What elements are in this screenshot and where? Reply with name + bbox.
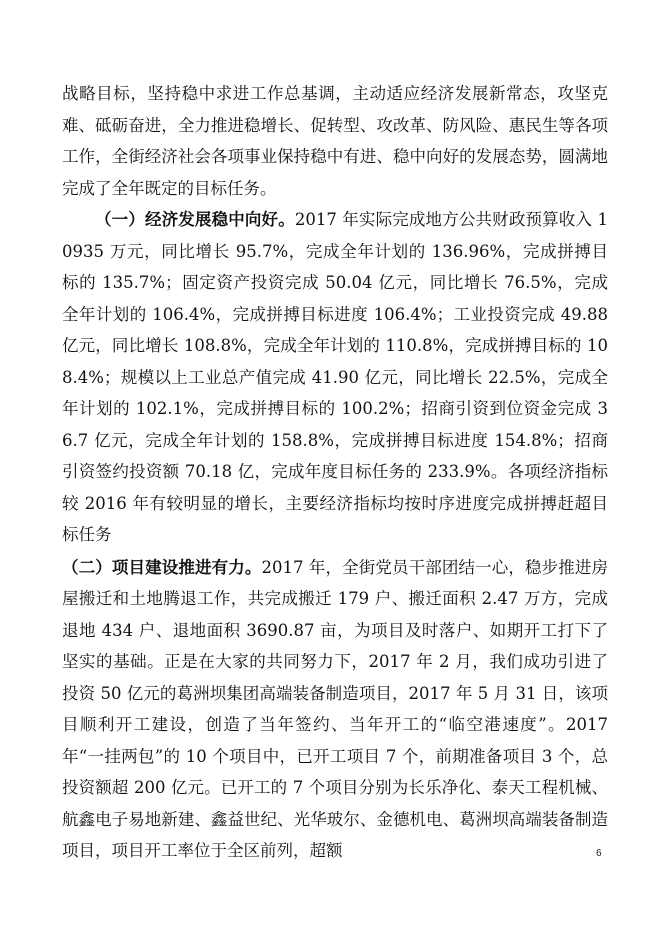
paragraph-intro-text: 战略目标，坚持稳中求进工作总基调，主动适应经济发展新常态，攻坚克难、砥砺奋进，全力推进稳增长、促转型、攻改革、防风险、惠民生等各项工作，全街经济社会各项事业保持稳中有进、稳中向好的发展态势，圆满地完成了全年既定的目标任务。	[62, 84, 608, 198]
paragraph-economy	[62, 204, 608, 551]
paragraph-economy-text: 2017 年实际完成地方公共财政预算收入 10935 万元，同比增长 95.7%，完成全年计划的 136.96%，完成拼搏目标的 135.7%；固定资产投资完成 50.04 亿元，同比增长 76.5%，完成全年计划的 106.4%，完成拼搏目标进度 106.4%；工业投资完成 49.88 亿元，同比增长 108.8%，完成全年计划的 110.8%，完成拼搏目标的 108.4%；规模以上工业总产值完成 41.90 亿元，同比增长 22.5%，完成全年计划的 102.1%，完成拼搏目标的 100.2%；招商引资到位资金完成 36.7 亿元，完成全年计划的 158.8%，完成拼搏目标进度 154.8%；招商引资签约投资额 70.18 亿，完成年度目标任务的 233.9%。各项经济指标较 2016 年有较明显的增长，主要经济指标均按时序进度完成拼搏赶超目标任务	[62, 210, 609, 544]
paragraph-projects	[62, 552, 608, 867]
section-heading-economy: （一）经济发展稳中向好。	[95, 210, 295, 229]
section-heading-projects: （二）项目建设推进有力。	[62, 557, 262, 577]
paragraph-intro	[62, 78, 608, 204]
document-page	[62, 78, 608, 867]
paragraph-projects-text: 2017 年，全街党员干部团结一心，稳步推进房屋搬迁和土地腾退工作，共完成搬迁 179 户、搬迁面积 2.47 万方，完成退地 434 户、退地面积 3690.87 亩，为项目及时落户、如期开工打下了坚实的基础。正是在大家的共同努力下，2017 年 2 月，我们成功引进了投资 50 亿元的葛洲坝集团高端装备制造项目，2017 年 5 月 31 日，该项目顺利开工建设，创造了当年签约、当年开工的“临空港速度”。2017 年“一挂两包”的 10 个项目中，已开工项目 7 个，前期准备项目 3 个，总投资额超 200 亿元。已开工的 7 个项目分别为长乐净化、泰天工程机械、航鑫电子易地新建、鑫益世纪、光华玻尔、金德机电、葛洲坝高端装备制造项目，项目开工率位于全区前列，超额	[62, 557, 608, 860]
page-number: 6	[596, 848, 602, 859]
